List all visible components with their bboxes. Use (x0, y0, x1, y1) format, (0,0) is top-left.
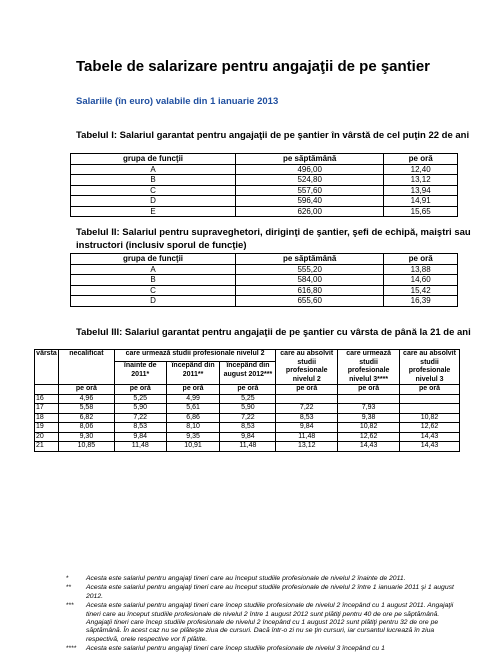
table-cell: 18 (35, 413, 59, 423)
table1 (70, 153, 458, 217)
table-cell: 14,43 (338, 442, 400, 452)
footnote-marker: **** (66, 645, 77, 653)
table-header-row (71, 154, 458, 165)
column-header: pe săptămână (236, 254, 384, 265)
table-cell: 15,42 (384, 285, 458, 296)
column-header: pe oră (384, 254, 458, 265)
table-cell: 5,25 (114, 394, 166, 404)
column-header-level2-grad: care au absolvit studii profesionale nivelul 2 (276, 350, 338, 385)
table-cell: 10,82 (400, 413, 460, 423)
table-cell (400, 404, 460, 414)
footnote (66, 575, 466, 583)
table-cell: 655,60 (236, 296, 384, 307)
table-cell: 616,80 (236, 285, 384, 296)
table-cell: A (71, 164, 236, 175)
table-cell: 14,43 (400, 432, 460, 442)
table-cell: 12,40 (384, 164, 458, 175)
table-cell: 16,39 (384, 296, 458, 307)
column-header-level3-study: care urmează studii profesionale nivelul 3**** (338, 350, 400, 385)
table-cell: 5,90 (220, 404, 276, 414)
table-unit-row (35, 385, 460, 395)
table-cell: 19 (35, 423, 59, 433)
column-header-from-2011: începând din 2011** (166, 362, 220, 385)
footnote (66, 602, 466, 644)
table-cell (276, 394, 338, 404)
page-title: Tabele de salarizare pentru angajaţii de pe şantier (76, 58, 431, 75)
column-header: pe oră (384, 154, 458, 165)
table-row (35, 423, 460, 433)
table-cell: 15,65 (384, 206, 458, 217)
column-header: pe săptămână (236, 154, 384, 165)
table-row (71, 196, 458, 207)
column-header-level3-grad: care au absolvit studii profesionale nivelul 3 (400, 350, 460, 385)
unit-cell: pe oră (338, 385, 400, 395)
table-cell: 5,58 (58, 404, 114, 414)
table-cell: 14,91 (384, 196, 458, 207)
table-row (71, 264, 458, 275)
table-cell: 7,22 (114, 413, 166, 423)
footnote-text: Acesta este salariul pentru angajaţi tineri care au început studiile profesionale de nivelul 2 înainte de 2011. (86, 575, 406, 582)
table-cell: B (71, 175, 236, 186)
table-cell: 9,35 (166, 432, 220, 442)
table-cell: 5,25 (220, 394, 276, 404)
table-cell: 14,60 (384, 275, 458, 286)
table-cell: 10,82 (338, 423, 400, 433)
table-cell: C (71, 185, 236, 196)
table-row (71, 206, 458, 217)
table-cell: 9,84 (276, 423, 338, 433)
unit-cell: pe oră (58, 385, 114, 395)
table-cell: 8,53 (220, 423, 276, 433)
table-row (35, 413, 460, 423)
table-cell: 6,86 (166, 413, 220, 423)
footnote-text: Acesta este salariul pentru angajaţi tineri care au început studiile profesionale de nivelul 2 între 1 ianuarie 2011 şi 1 august 2012. (86, 584, 454, 600)
table-cell: 496,00 (236, 164, 384, 175)
table-cell: E (71, 206, 236, 217)
footnote (66, 584, 466, 601)
table-cell (338, 394, 400, 404)
table-row (35, 404, 460, 414)
footnote-text: Acesta este salariul pentru angajaţi tineri care încep studiile profesionale de nivelul 2 începând cu 1 august 2011. Angajaţii tineri care au început studiile profesionale de nivelul 2 între 1 august 2012 sunt plătiţi pentru 40 de ore pe săptămână. Angajaţii tineri care încep studiile profesionale de nivelul 2 începând cu 1 august 2012 sunt plătiţi pentru 32 de ore pe săptămână. În acest caz nu se plăteşte ziua de cursuri. Dacă într-o zi nu se ţin cursuri, iar cursantul lucrează în ziua respectivă, orele respective vor fi plătite. (86, 602, 454, 643)
table-row (71, 164, 458, 175)
table-cell: 5,90 (114, 404, 166, 414)
table-cell: 8,53 (114, 423, 166, 433)
table-cell (400, 394, 460, 404)
table-cell: 5,61 (166, 404, 220, 414)
table-cell: 13,12 (384, 175, 458, 186)
table-cell: 12,62 (400, 423, 460, 433)
table-cell: 7,22 (276, 404, 338, 414)
table-cell: 7,93 (338, 404, 400, 414)
table-cell: 21 (35, 442, 59, 452)
table-cell: 20 (35, 432, 59, 442)
column-header-level2-group: care urmează studii profesionale nivelul 2 (114, 350, 275, 362)
table-cell: 9,38 (338, 413, 400, 423)
table-cell: 10,85 (58, 442, 114, 452)
table-cell: 6,82 (58, 413, 114, 423)
table-cell: 584,00 (236, 275, 384, 286)
table-row (35, 432, 460, 442)
column-header: grupa de funcţii (71, 254, 236, 265)
footnote-marker: *** (66, 602, 74, 610)
footnotes (66, 575, 466, 655)
table-cell: 12,62 (338, 432, 400, 442)
unit-cell: pe oră (166, 385, 220, 395)
table-cell: 524,80 (236, 175, 384, 186)
footnote (66, 645, 466, 653)
table-header-row (71, 254, 458, 265)
table-cell: A (71, 264, 236, 275)
table-cell: 7,22 (220, 413, 276, 423)
table-cell: 10,91 (166, 442, 220, 452)
footnote-text: Acesta este salariul pentru angajaţi tineri care încep studiile profesionale de nivelul 3 începând cu 1 (86, 645, 385, 653)
table-header-row (35, 350, 460, 362)
table-cell: 4,96 (58, 394, 114, 404)
table-cell: 626,00 (236, 206, 384, 217)
table-cell: 8,53 (276, 413, 338, 423)
footnote-marker: ** (66, 584, 72, 592)
table-cell: 9,30 (58, 432, 114, 442)
column-header-before-2011: înainte de 2011* (114, 362, 166, 385)
table-cell: 557,60 (236, 185, 384, 196)
table1-heading: Tabelul I: Salariul garantat pentru angajaţii de pe şantier în vârstă de cel puţin 22 de ani (76, 130, 470, 141)
table-cell: 9,84 (114, 432, 166, 442)
table-cell: D (71, 296, 236, 307)
table-cell: 11,48 (220, 442, 276, 452)
table-cell: 17 (35, 404, 59, 414)
table-cell: 13,94 (384, 185, 458, 196)
table-cell: 16 (35, 394, 59, 404)
footnote-marker: * (66, 575, 69, 582)
table-cell: 11,48 (276, 432, 338, 442)
table-row (71, 296, 458, 307)
table-cell: 14,43 (400, 442, 460, 452)
table2-heading: Tabelul II: Salariul pentru supraveghetori, diriginţi de şantier, şefi de echipă, maiştri sau instructori (inclusiv sporul de funcţie) (76, 227, 471, 251)
table-cell: 9,84 (220, 432, 276, 442)
table-cell: 11,48 (114, 442, 166, 452)
table-cell: 13,12 (276, 442, 338, 452)
table-cell: 555,20 (236, 264, 384, 275)
table2 (70, 253, 458, 307)
table-cell: 8,10 (166, 423, 220, 433)
unit-cell: pe oră (276, 385, 338, 395)
page-subtitle: Salariile (în euro) valabile din 1 ianuarie 2013 (76, 96, 279, 107)
table-row (35, 394, 460, 404)
table-cell: 4,99 (166, 394, 220, 404)
table3 (34, 349, 460, 452)
table-cell: 13,88 (384, 264, 458, 275)
unit-cell (35, 385, 59, 395)
table-row (35, 442, 460, 452)
table-row (71, 185, 458, 196)
table-cell: 8,06 (58, 423, 114, 433)
table3-heading: Tabelul III: Salariul garantat pentru angajaţii de pe şantier cu vârsta de până la 21 de ani (76, 327, 471, 338)
unit-cell: pe oră (220, 385, 276, 395)
column-header-from-aug-2012: începând din august 2012*** (220, 362, 276, 385)
unit-cell: pe oră (400, 385, 460, 395)
column-header-unqualified: necalificat (58, 350, 114, 385)
table-cell: C (71, 285, 236, 296)
unit-cell: pe oră (114, 385, 166, 395)
column-header-age: vârsta (35, 350, 59, 385)
column-header: grupa de funcţii (71, 154, 236, 165)
table-cell: B (71, 275, 236, 286)
table-row (71, 275, 458, 286)
table-row (71, 175, 458, 186)
table-cell: 596,40 (236, 196, 384, 207)
table-row (71, 285, 458, 296)
table-cell: D (71, 196, 236, 207)
